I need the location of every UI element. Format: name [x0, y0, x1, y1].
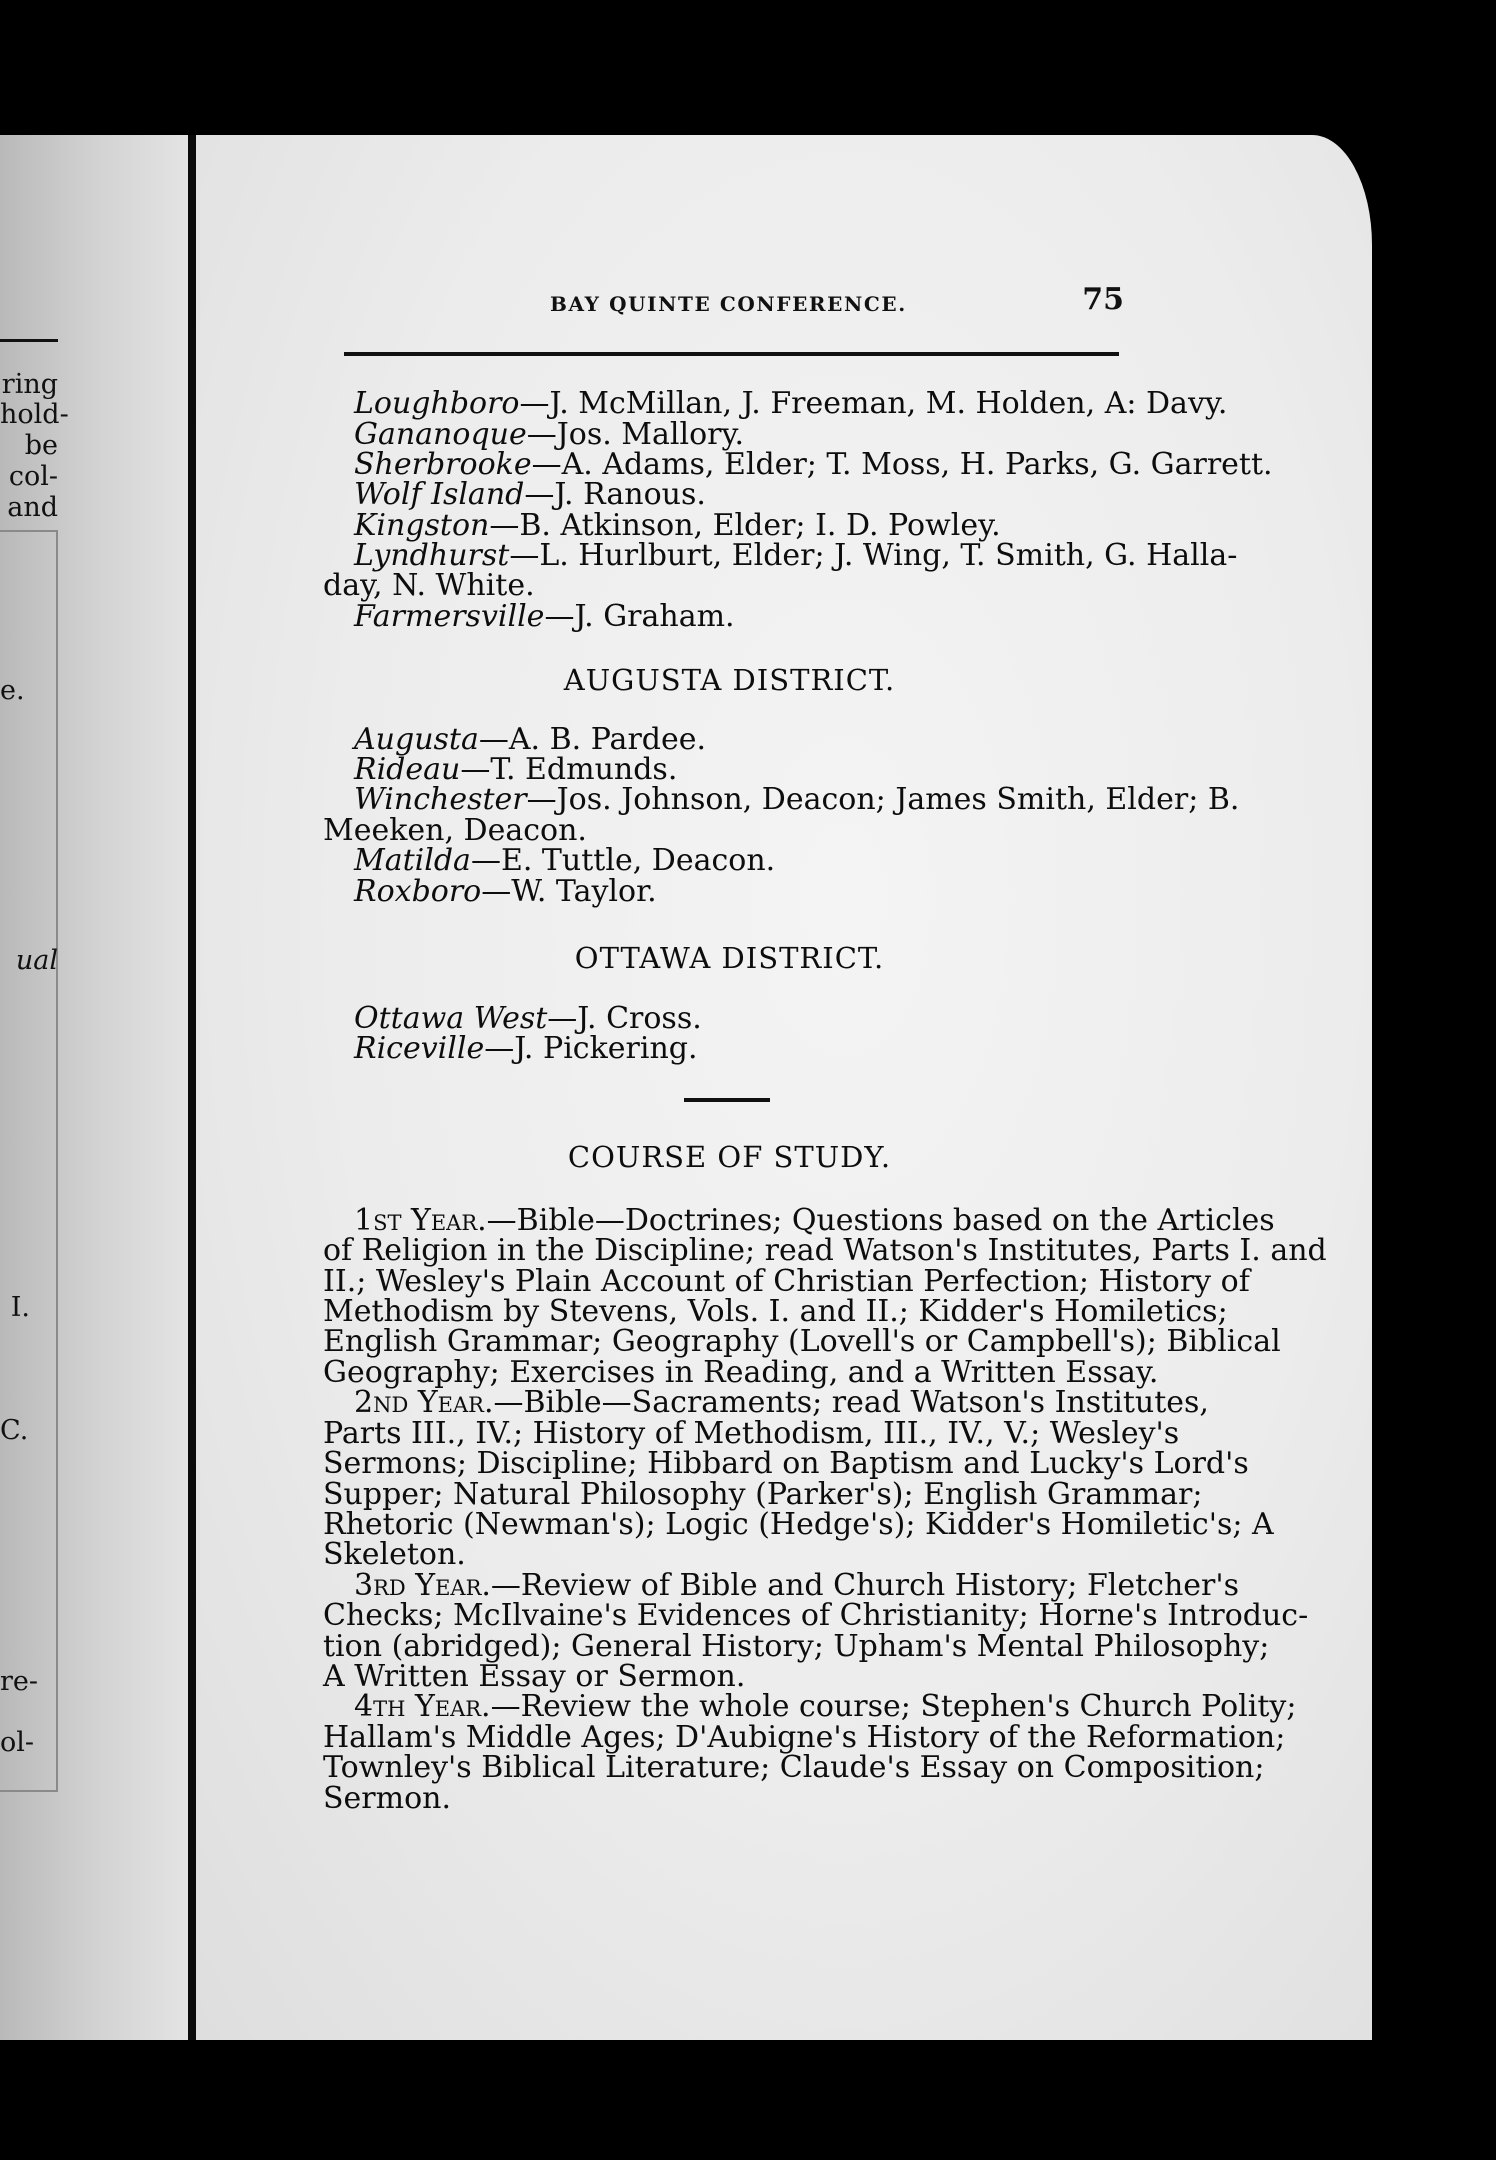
- station-name: Rideau: [354, 752, 461, 787]
- station-name: Riceville: [354, 1031, 485, 1066]
- appointment-text: —A. B. Pardee.: [478, 722, 707, 757]
- course-line: Checks; McIlvaine's Evidences of Christianity; Horne's Introduc-: [323, 1598, 1309, 1633]
- previous-page-fragment: C.: [0, 1415, 29, 1446]
- previous-page-fragment: re-: [0, 1666, 39, 1697]
- station-name: Kingston: [354, 508, 490, 543]
- appointment-continuation: Meeken, Deacon.: [323, 813, 587, 848]
- course-line: —Bible—Sacraments; read Watson's Institutes,: [493, 1385, 1209, 1420]
- course-year-paragraph: [354, 1385, 1496, 1420]
- station-name: Lyndhurst: [354, 538, 510, 573]
- appointment-entry: [0, 874, 1496, 909]
- appointment-text: —L. Hurlburt, Elder; J. Wing, T. Smith, G. Halla-: [509, 538, 1238, 573]
- previous-page-fragment: hold-: [0, 399, 69, 430]
- appointment-text: —B. Atkinson, Elder; I. D. Powley.: [489, 508, 1001, 543]
- section-separator-rule: [684, 1098, 770, 1102]
- course-line: Rhetoric (Newman's); Logic (Hedge's); Kidder's Homiletic's; A: [323, 1507, 1274, 1542]
- appointment-entry: [0, 386, 1496, 421]
- appointment-entry: [0, 722, 1496, 757]
- year-label: 3rd Year.: [354, 1568, 491, 1603]
- course-line: Supper; Natural Philosophy (Parker's); English Grammar;: [323, 1477, 1203, 1512]
- station-name: Loughboro: [354, 386, 520, 421]
- course-line: tion (abridged); General History; Upham's Mental Philosophy;: [323, 1629, 1270, 1664]
- section-heading: COURSE OF STUDY.: [567, 1140, 892, 1174]
- course-year-paragraph: [354, 1689, 1496, 1724]
- appointment-text: —Jos. Mallory.: [526, 417, 744, 452]
- page-number: 75: [1082, 282, 1124, 317]
- appointment-text: —T. Edmunds.: [460, 752, 678, 787]
- district-heading: AUGUSTA DISTRICT.: [563, 663, 896, 697]
- district-heading: OTTAWA DISTRICT.: [574, 941, 885, 975]
- appointment-text: —W. Taylor.: [481, 874, 657, 909]
- previous-page-rule: [0, 339, 58, 342]
- appointment-entry: [0, 843, 1496, 878]
- station-name: Winchester: [354, 782, 527, 817]
- year-label: 4th Year.: [354, 1689, 491, 1724]
- previous-page-fragment: I.: [10, 1292, 30, 1323]
- year-label: 1st Year.: [354, 1203, 487, 1238]
- previous-page-fragment: ring: [1, 369, 58, 400]
- year-label: 2nd Year.: [354, 1385, 494, 1420]
- previous-page-table-edge: [0, 530, 58, 1792]
- course-line: Geography; Exercises in Reading, and a Written Essay.: [323, 1355, 1159, 1390]
- appointment-entry: [0, 1031, 1496, 1066]
- course-line: II.; Wesley's Plain Account of Christian Perfection; History of: [323, 1264, 1250, 1299]
- course-line: Skeleton.: [323, 1537, 466, 1572]
- station-name: Gananoque: [354, 417, 527, 452]
- previous-page-fragment: ual: [15, 945, 58, 976]
- course-line: Parts III., IV.; History of Methodism, III., IV., V.; Wesley's: [323, 1416, 1180, 1451]
- appointment-text: —J. Cross.: [547, 1001, 702, 1036]
- station-name: Matilda: [354, 843, 471, 878]
- course-year-paragraph: [323, 1203, 1275, 1238]
- previous-page-fragment: and: [7, 492, 58, 523]
- course-line: Sermons; Discipline; Hibbard on Baptism and Lucky's Lord's: [323, 1446, 1249, 1481]
- appointment-entry: [0, 447, 1496, 482]
- course-line: —Review the whole course; Stephen's Church Polity;: [490, 1689, 1297, 1724]
- previous-page-fragment: be: [24, 430, 58, 461]
- course-line: English Grammar; Geography (Lovell's or Campbell's); Biblical: [323, 1324, 1281, 1359]
- appointment-entry: [0, 477, 1496, 512]
- appointment-text: —J. Ranous.: [524, 477, 706, 512]
- course-line: Townley's Biblical Literature; Claude's Essay on Composition;: [323, 1750, 1265, 1785]
- header-rule: [344, 352, 1119, 356]
- station-name: Sherbrooke: [354, 447, 532, 482]
- appointment-entry: [0, 782, 1496, 817]
- course-year-paragraph: [354, 1568, 1496, 1603]
- station-name: Wolf Island: [354, 477, 525, 512]
- appointment-entry: [0, 752, 1496, 787]
- running-title: BAY QUINTE CONFERENCE.: [550, 292, 907, 316]
- previous-page-fragment: col-: [8, 461, 58, 492]
- course-line: Methodism by Stevens, Vols. I. and II.; Kidder's Homiletics;: [323, 1294, 1228, 1329]
- running-header: [338, 282, 1128, 328]
- appointment-entry: [0, 508, 1496, 543]
- previous-page-fragment: e.: [0, 675, 25, 706]
- course-line: Hallam's Middle Ages; D'Aubigne's History of the Reformation;: [323, 1720, 1286, 1755]
- appointment-entry: [0, 599, 1496, 634]
- station-name: Farmersville: [354, 599, 545, 634]
- station-name: Augusta: [354, 722, 479, 757]
- appointment-text: —Jos. Johnson, Deacon; James Smith, Elder; B.: [526, 782, 1240, 817]
- appointment-entry: [0, 538, 1496, 573]
- appointment-text: —A. Adams, Elder; T. Moss, H. Parks, G. Garrett.: [531, 447, 1273, 482]
- course-line: Sermon.: [323, 1781, 452, 1816]
- station-name: Roxboro: [354, 874, 482, 909]
- course-line: of Religion in the Discipline; read Watson's Institutes, Parts I. and: [323, 1233, 1327, 1268]
- course-line: —Bible—Doctrines; Questions based on the Articles: [486, 1203, 1275, 1238]
- appointment-text: —E. Tuttle, Deacon.: [470, 843, 776, 878]
- appointment-continuation: day, N. White.: [323, 568, 535, 603]
- appointment-entry: [0, 417, 1496, 452]
- appointment-text: —J. Graham.: [544, 599, 735, 634]
- appointment-entry: [0, 1001, 1496, 1036]
- course-line: —Review of Bible and Church History; Fletcher's: [490, 1568, 1240, 1603]
- appointment-text: —J. Pickering.: [484, 1031, 698, 1066]
- appointment-text: —J. McMillan, J. Freeman, M. Holden, A: Davy.: [519, 386, 1228, 421]
- course-line: A Written Essay or Sermon.: [323, 1659, 746, 1694]
- previous-page-fragment: ol-: [0, 1727, 35, 1758]
- station-name: Ottawa West: [354, 1001, 548, 1036]
